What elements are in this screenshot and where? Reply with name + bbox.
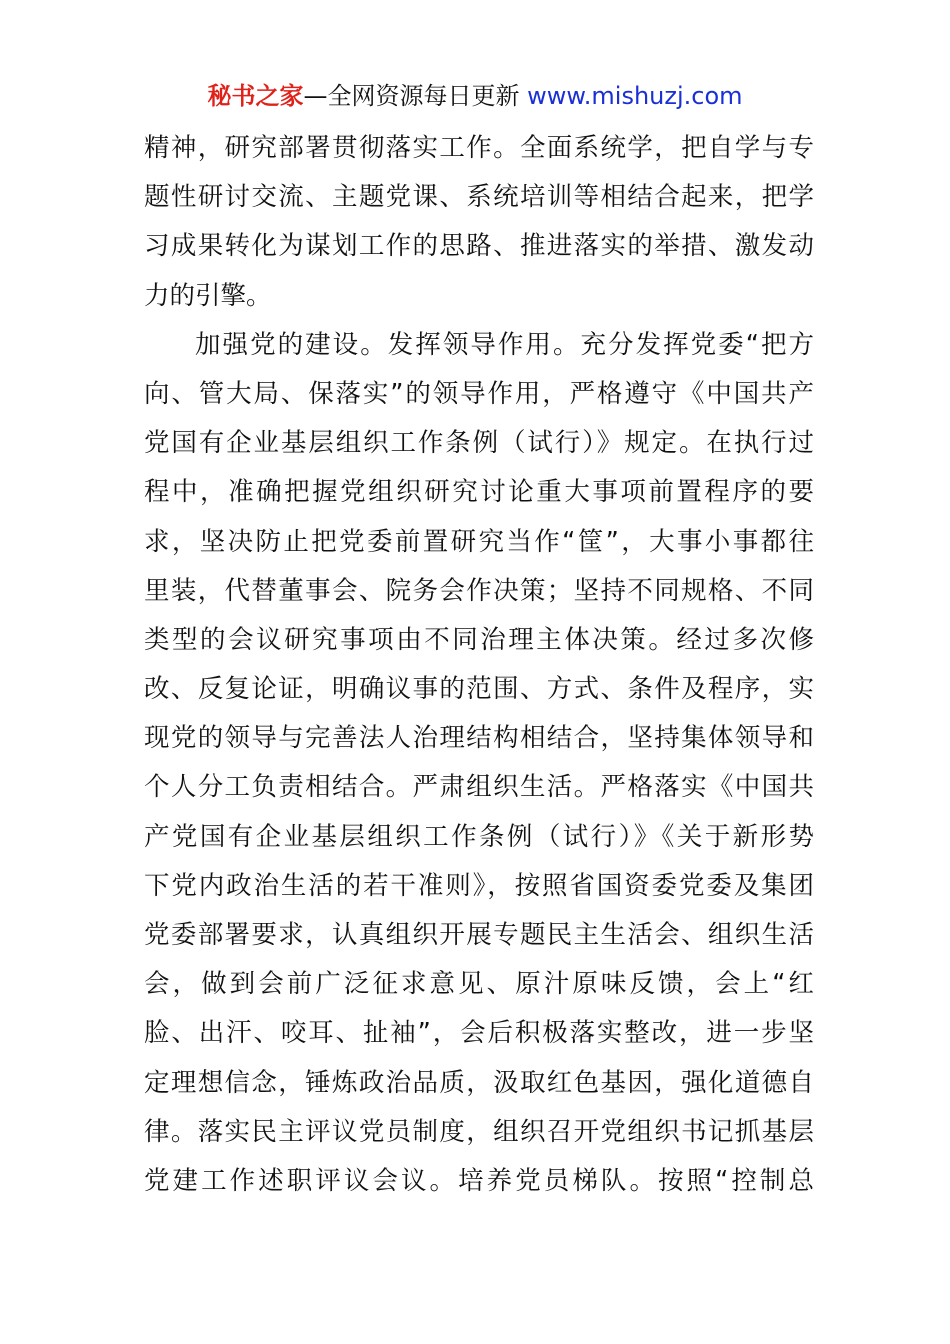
document-body [144,124,814,1206]
text-line: 类型的会议研究事项由不同治理主体决策。经过多次修 [144,624,814,655]
text-line: 求，坚决防止把党委前置研究当作“筐”，大事小事都往 [144,526,814,557]
text-line: 党委部署要求，认真组织开展专题民主生活会、组织生活 [144,920,814,950]
text-line: 里装，代替董事会、院务会作决策；坚持不同规格、不同 [144,575,814,606]
text-line: 程中，准确把握党组织研究讨论重大事项前置程序的要 [144,477,814,508]
text-line: 会，做到会前广泛征求意见、原汁原味反馈，会上“红 [144,969,814,1000]
site-header [0,80,950,112]
text-line: 党国有企业基层组织工作条例（试行）》规定。在执行过 [144,428,814,459]
text-line: 产党国有企业基层组织工作条例（试行）》《关于新形势 [144,821,814,852]
text-line: 律。落实民主评议党员制度，组织召开党组织书记抓基层 [144,1116,814,1147]
site-tagline: —全网资源每日更新 [303,82,528,110]
text-line: 题性研讨交流、主题党课、系统培训等相结合起来，把学 [144,182,814,213]
text-line: 党建工作述职评议会议。培养党员梯队。按照“控制总 [144,1165,814,1196]
text-line: 个人分工负责相结合。严肃组织生活。严格落实《中国共 [144,772,814,803]
text-line: 下党内政治生活的若干准则》，按照省国资委党委及集团 [144,870,814,901]
site-brand: 秘书之家 [207,82,304,110]
text-line: 改、反复论证，明确议事的范围、方式、条件及程序，实 [144,674,814,705]
text-line: 定理想信念，锤炼政治品质，汲取红色基因，强化道德自 [144,1067,814,1098]
text-line: 精神，研究部署贯彻落实工作。全面系统学，把自学与专 [144,133,814,163]
text-line: 习成果转化为谋划工作的思路、推进落实的举措、激发动 [144,231,814,262]
site-url-link[interactable]: www.mishuzj.com [527,82,743,110]
text-line: 脸、出汗、咬耳、扯袖”，会后积极落实整改，进一步坚 [144,1018,814,1049]
text-line: 向、管大局、保落实”的领导作用，严格遵守《中国共产 [144,378,814,409]
text-line: 现党的领导与完善法人治理结构相结合，坚持集体领导和 [144,723,814,754]
paragraph-start-line: 加强党的建设。发挥领导作用。充分发挥党委“把方 [195,329,814,360]
paragraph-end-line: 力的引擎。 [144,280,272,311]
